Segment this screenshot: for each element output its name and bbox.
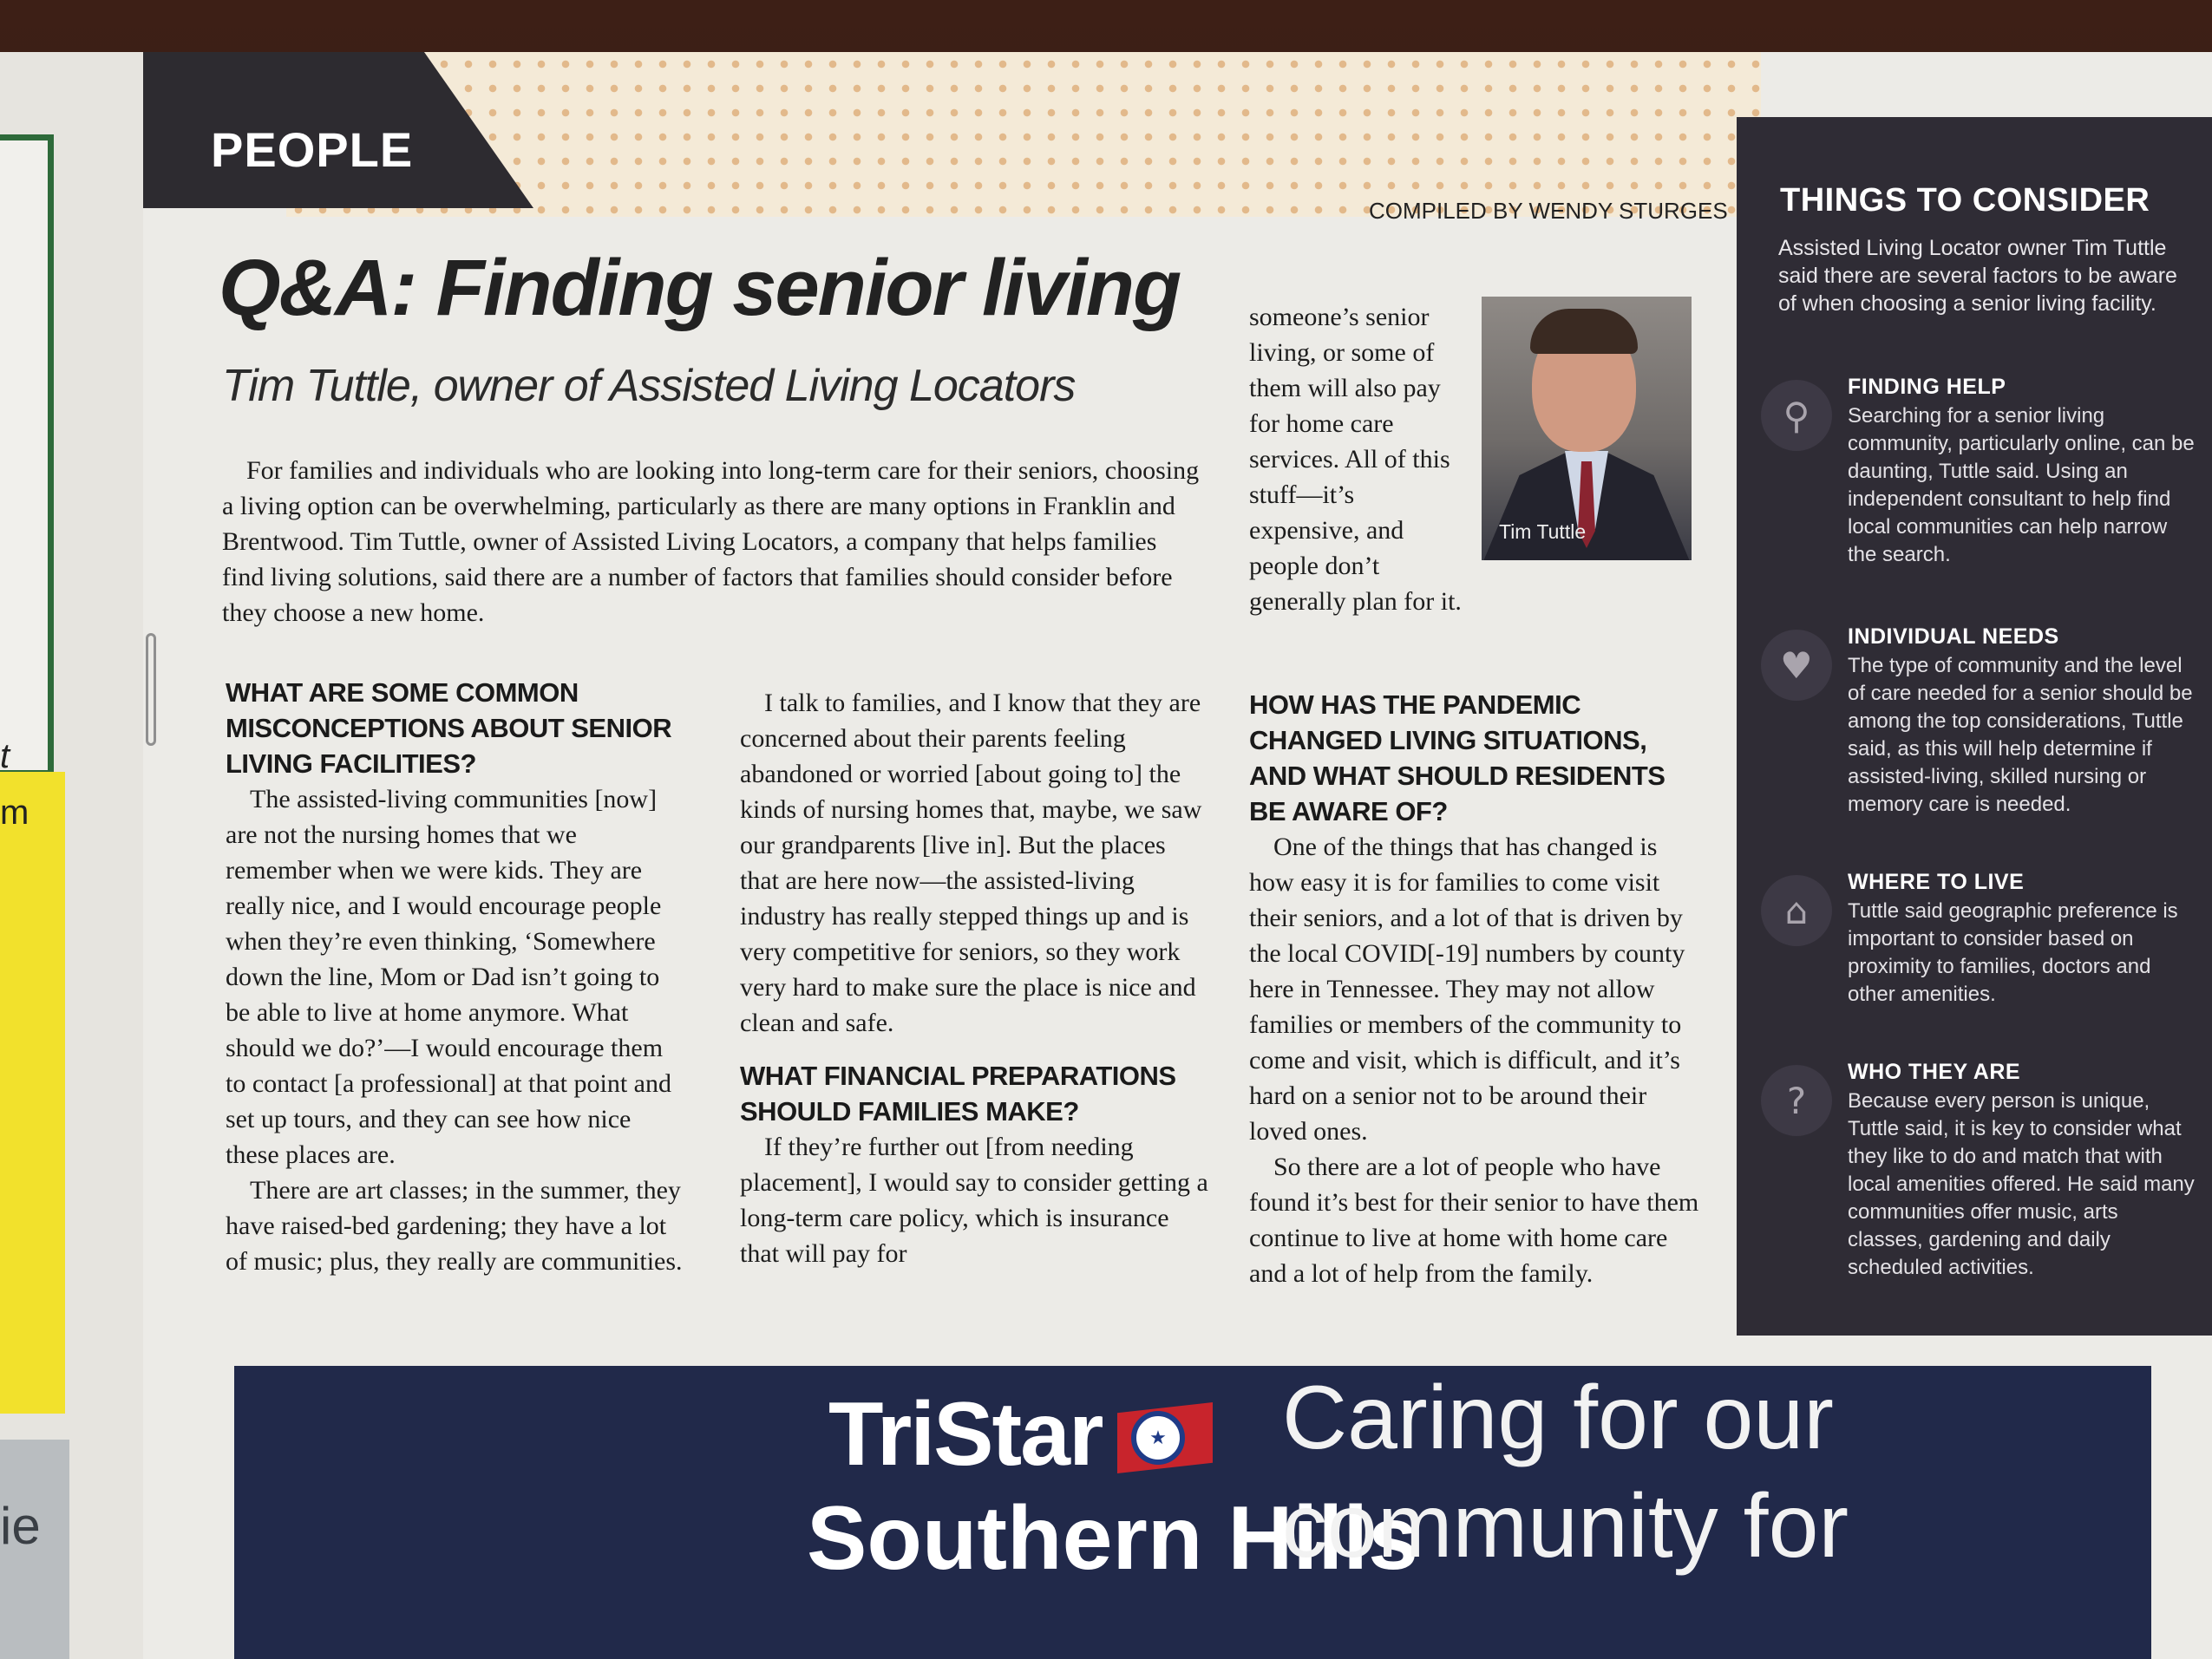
sidebar-item-heading: INDIVIDUAL NEEDS: [1848, 624, 2059, 649]
left-page-fragment: t: [0, 737, 10, 775]
question-heading: WHAT FINANCIAL PREPARATIONS SHOULD FAMILIES MAKE?: [740, 1061, 1176, 1127]
answer-paragraph: So there are a lot of people who have found it’s best for their senior to have them continue to live at home with home care and a lot of help from the family.: [1249, 1153, 1699, 1288]
answer-paragraph: One of the things that has changed is how easy it is for families to come visit their seniors, and a lot of that is driven by the local COVID[-19] numbers by county here in Tennessee. They may not allow families or members of the community to come and visit, which is difficult, and it’s hard on a senior not to be around their loved ones.: [1249, 833, 1685, 1146]
article-column-1: [226, 675, 685, 1279]
left-page-edge: [0, 52, 143, 1659]
subheadline: Tim Tuttle, owner of Assisted Living Locators: [222, 361, 1076, 411]
left-page-fragment: ie: [0, 1497, 41, 1555]
sidebar-item-text: Because every person is unique, Tuttle said, it is key to consider what they like to do and match that with local amenities offered. He said many communities offer music, arts classes, gardening and daily scheduled activities.: [1848, 1089, 2195, 1279]
home-location-icon: ⌂: [1761, 875, 1832, 946]
article-column-3-continued: [1249, 299, 1466, 619]
photo-hair: [1530, 309, 1638, 354]
intro-paragraph: [222, 453, 1202, 630]
sidebar-title: THINGS TO CONSIDER: [1780, 182, 2150, 219]
section-label: PEOPLE: [211, 122, 414, 177]
byline: COMPILED BY WENDY STURGES: [1369, 198, 1728, 224]
answer-paragraph: I talk to families, and I know that they are concerned about their parents feeling abandoned or worried [about going to] the kinds of nursing homes that, maybe, we saw our grandparents [live in]. But the places that are here now—the assisted-living industry has really stepped things up and is very competitive for seniors, so they work very hard to make sure the place is nice and clean and safe.: [740, 689, 1202, 1037]
headline: Q&A: Finding senior living: [219, 244, 1181, 332]
staple: [146, 633, 156, 746]
answer-paragraph: If they’re further out [from needing placement], I would say to consider getting a long-term care policy, which is insurance that will pay for: [740, 1133, 1208, 1268]
article-column-3: [1249, 687, 1700, 1291]
answer-paragraph: someone’s senior living, or some of them will also pay for home care services. All of this stuff—it’s expensive, and people don’t generally plan for it.: [1249, 303, 1462, 616]
hands-heart-icon: ♥: [1761, 630, 1832, 701]
left-page-yellow-box: [0, 772, 65, 1414]
ad-brand-name: TriStar: [828, 1384, 1103, 1485]
answer-paragraph: There are art classes; in the summer, they have raised-bed gardening; they have a lot of music; plus, they really are communities.: [226, 1176, 683, 1276]
ad-brand-subname: Southern Hills: [807, 1488, 1418, 1589]
left-page-green-box: [0, 134, 54, 776]
ad-tagline-line-1: Caring for our: [1282, 1368, 1834, 1468]
sidebar-item-text: The type of community and the level of care needed for a senior should be among the top considerations, Tuttle said, as this will help determine if assisted-living, skilled nursing or memory care is needed.: [1848, 654, 2193, 816]
magnifier-icon: ⚲: [1761, 380, 1832, 451]
ad-tagline-line-2: community for: [1282, 1476, 1849, 1577]
article-column-2: [740, 685, 1208, 1271]
sidebar-item-heading: WHO THEY ARE: [1848, 1060, 2021, 1084]
portrait-photo: [1482, 297, 1692, 560]
sidebar-item-heading: WHERE TO LIVE: [1848, 870, 2025, 894]
sidebar-item-heading: FINDING HELP: [1848, 375, 2006, 399]
tennessee-stars-icon: ★: [1131, 1411, 1185, 1465]
question-heading: WHAT ARE SOME COMMON MISCONCEPTIONS ABOUT SENIOR LIVING FACILITIES?: [226, 677, 672, 779]
intro-text: For families and individuals who are looking into long-term care for their seniors, choosing a living option can be overwhelming, particularly as there are many options in Franklin and Brentwood. Tim Tuttle, owner of Assisted Living Locators, a company that helps families find living solutions, said there are a number of factors that families should consider before they choose a new home.: [222, 456, 1200, 627]
sidebar-intro: Assisted Living Locator owner Tim Tuttle said there are several factors to be aware of when choosing a senior living facility.: [1778, 236, 2177, 316]
person-question-icon: ?: [1761, 1065, 1832, 1136]
answer-paragraph: The assisted-living communities [now] are not the nursing homes that we remember when we were kids. They are really nice, and I would encourage people when they’re even thinking, ‘Somewhere down the line, Mom or Dad isn’t going to be able to live at home anymore. What should we do?’—I would encourage them to contact [a professional] at that point and set up tours, and they can see how nice these places are.: [226, 785, 671, 1169]
question-heading: HOW HAS THE PANDEMIC CHANGED LIVING SITUATIONS, AND WHAT SHOULD RESIDENTS BE AWARE OF?: [1249, 689, 1666, 826]
photo-caption: Tim Tuttle: [1499, 520, 1587, 543]
sidebar-item-text: Tuttle said geographic preference is important to consider based on proximity to families, doctors and other amenities.: [1848, 899, 2178, 1006]
left-page-fragment: m: [0, 794, 29, 832]
advertisement-banner: [234, 1366, 2151, 1659]
sidebar-item-text: Searching for a senior living community, particularly online, can be daunting, Tuttle said. Using an independent consultant to help find local communities can help narrow the search.: [1848, 404, 2195, 566]
